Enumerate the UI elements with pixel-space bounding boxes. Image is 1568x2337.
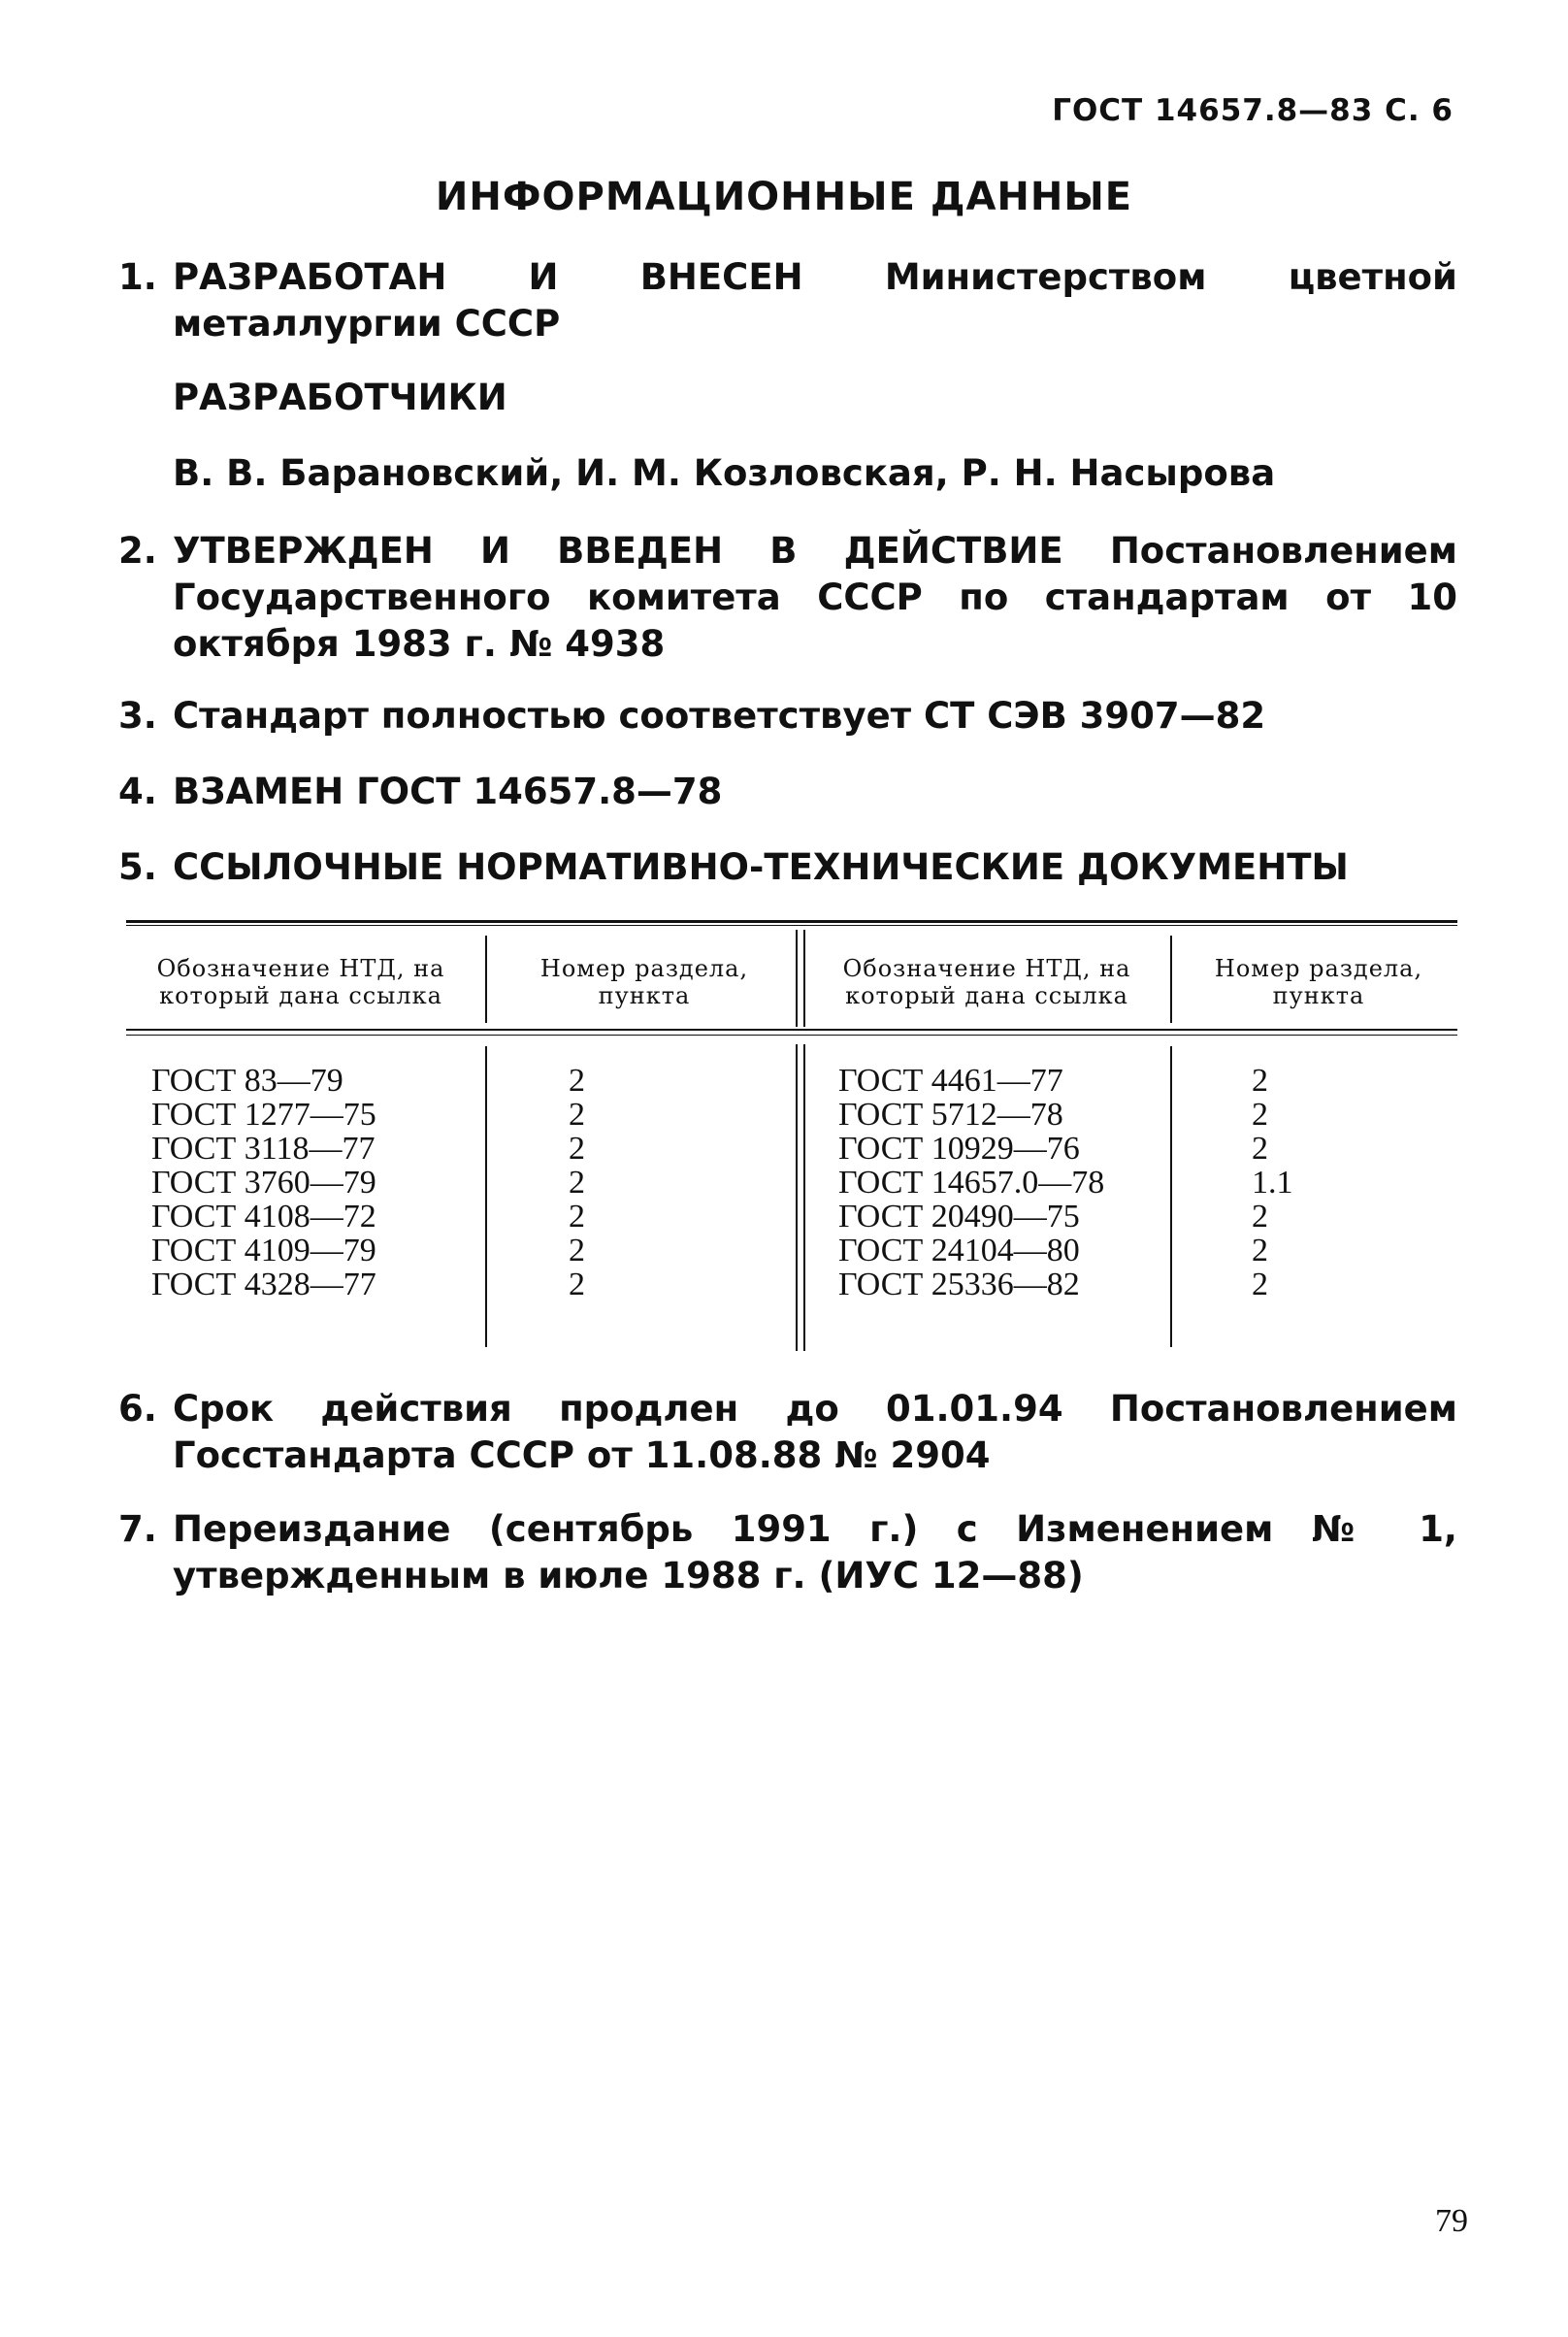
table-cell-doc: ГОСТ 3118—77 (151, 1131, 376, 1167)
item-number: 6. (118, 1388, 157, 1430)
page-title: ИНФОРМАЦИОННЫЕ ДАННЫЕ (435, 175, 1133, 219)
table-top-rule-thin (126, 925, 1457, 926)
table-cell-section: 2 (1252, 1233, 1268, 1268)
info-item-1 (118, 254, 1457, 347)
table-col-divider (485, 936, 487, 1023)
item-text: Стандарт полностью соответствует СТ СЭВ 3907—82 (173, 695, 1266, 737)
developers-heading: РАЗРАБОТЧИКИ (173, 377, 507, 418)
info-item-6 (118, 1386, 1457, 1479)
table-header-section-left: Номер раздела, пункта (539, 955, 749, 1009)
table-col-divider (485, 1046, 487, 1347)
item-text: ВЗАМЕН ГОСТ 14657.8—78 (173, 771, 723, 812)
table-cell-doc: ГОСТ 10929—76 (838, 1131, 1080, 1167)
table-col-divider-double-b (803, 1044, 805, 1351)
table-header-doc-right: Обозначение НТД, на который дана ссылка (842, 955, 1131, 1009)
table-cell-section: 1.1 (1252, 1165, 1293, 1201)
table-cell-section: 2 (569, 1233, 585, 1268)
page-header-code: ГОСТ 14657.8—83 С. 6 (1052, 93, 1454, 128)
right-doc-column (838, 1064, 1104, 1301)
left-doc-column (151, 1064, 376, 1301)
table-col-divider (1170, 1046, 1172, 1347)
table-header-rule (126, 1029, 1457, 1031)
table-cell-doc: ГОСТ 1277—75 (151, 1097, 376, 1133)
table-cell-section: 2 (569, 1063, 585, 1099)
table-header-doc-left: Обозначение НТД, на который дана ссылка (156, 955, 445, 1009)
item-text: ССЫЛОЧНЫЕ НОРМАТИВНО-ТЕХНИЧЕСКИЕ ДОКУМЕНТЫ (173, 846, 1349, 888)
table-cell-doc: ГОСТ 4109—79 (151, 1233, 376, 1268)
table-cell-section: 2 (569, 1199, 585, 1234)
table-col-divider-double-b (803, 930, 805, 1027)
table-cell-doc: ГОСТ 4461—77 (838, 1063, 1063, 1099)
table-cell-doc: ГОСТ 83—79 (151, 1063, 343, 1099)
table-cell-section: 2 (1252, 1131, 1268, 1167)
item-number: 3. (118, 695, 157, 737)
item-number: 7. (118, 1508, 157, 1550)
left-section-column (569, 1064, 585, 1301)
table-cell-doc: ГОСТ 3760—79 (151, 1165, 376, 1201)
item-text: РАЗРАБОТАН И ВНЕСЕН Министерством цветной металлургии СССР (173, 256, 1457, 345)
item-number: 5. (118, 846, 157, 888)
table-cell-section: 2 (1252, 1267, 1268, 1302)
table-cell-section: 2 (1252, 1097, 1268, 1133)
table-cell-section: 2 (569, 1267, 585, 1302)
developers-names: В. В. Барановский, И. М. Козловская, Р. Н. Насырова (173, 452, 1276, 494)
info-item-5 (118, 844, 1457, 891)
item-number: 4. (118, 771, 157, 812)
info-item-2 (118, 528, 1457, 668)
table-cell-doc: ГОСТ 4108—72 (151, 1199, 376, 1234)
info-item-3 (118, 693, 1457, 740)
table-col-divider-double-a (796, 1044, 798, 1351)
table-header-rule-thin (126, 1035, 1457, 1036)
info-item-4 (118, 769, 1457, 815)
table-cell-doc: ГОСТ 5712—78 (838, 1097, 1063, 1133)
table-top-rule (126, 920, 1457, 923)
item-text: Срок действия продлен до 01.01.94 Постановлением Госстандарта СССР от 11.08.88 № 2904 (173, 1388, 1457, 1476)
item-text: Переиздание (сентябрь 1991 г.) с Изменением № 1, утвержденным в июле 1988 г. (ИУС 12—88) (173, 1508, 1457, 1596)
table-col-divider (1170, 936, 1172, 1023)
table-cell-doc: ГОСТ 4328—77 (151, 1267, 376, 1302)
table-col-divider-double-a (796, 930, 798, 1027)
table-cell-section: 2 (1252, 1199, 1268, 1234)
table-cell-section: 2 (569, 1097, 585, 1133)
table-cell-doc: ГОСТ 24104—80 (838, 1233, 1080, 1268)
table-header-section-right: Номер раздела, пункта (1214, 955, 1423, 1009)
table-cell-doc: ГОСТ 20490—75 (838, 1199, 1080, 1234)
table-cell-section: 2 (1252, 1063, 1268, 1099)
info-item-7 (118, 1506, 1457, 1599)
page-number: 79 (1435, 2203, 1468, 2239)
right-section-column (1252, 1064, 1293, 1301)
table-cell-doc: ГОСТ 14657.0—78 (838, 1165, 1105, 1201)
item-number: 1. (118, 256, 157, 298)
reference-documents-table (126, 920, 1457, 1355)
item-number: 2. (118, 530, 157, 572)
item-text: УТВЕРЖДЕН И ВВЕДЕН В ДЕЙСТВИЕ Постановлением Государственного комитета СССР по стандартам от 10 октября 1983 г. № 4938 (173, 530, 1457, 665)
table-cell-section: 2 (569, 1131, 585, 1167)
table-cell-doc: ГОСТ 25336—82 (838, 1267, 1080, 1302)
table-cell-section: 2 (569, 1165, 585, 1201)
